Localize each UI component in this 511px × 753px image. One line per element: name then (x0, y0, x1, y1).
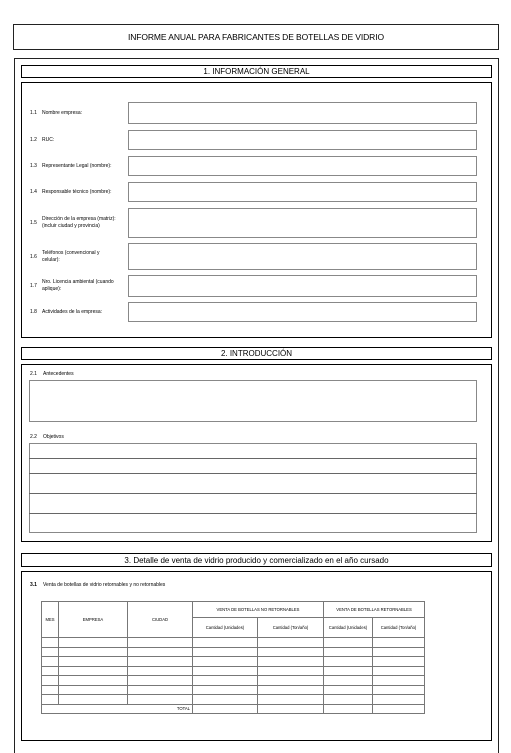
table-cell[interactable] (258, 666, 324, 676)
table-cell[interactable] (373, 638, 425, 648)
table-cell[interactable] (258, 638, 324, 648)
total-cell[interactable] (193, 704, 258, 713)
total-cell[interactable] (324, 704, 373, 713)
table-cell[interactable] (42, 666, 59, 676)
table-cell[interactable] (258, 685, 324, 695)
table-cell[interactable] (258, 657, 324, 667)
table-cell[interactable] (193, 695, 258, 705)
section-1-heading: 1. INFORMACIÓN GENERAL (21, 65, 492, 78)
table-cell[interactable] (373, 685, 425, 695)
objetivos-label: Objetivos (43, 434, 64, 440)
table-cell[interactable] (42, 647, 59, 657)
field-input[interactable] (128, 156, 477, 176)
table-cell[interactable] (324, 695, 373, 705)
field-input[interactable] (128, 275, 477, 297)
sub-ton-header: Cantidad (Ton/año) (258, 618, 324, 638)
table-cell[interactable] (59, 676, 128, 686)
table-row (42, 666, 425, 676)
table-cell[interactable] (193, 676, 258, 686)
table-cell[interactable] (59, 685, 128, 695)
table-cell[interactable] (42, 676, 59, 686)
sub-ton-header: Cantidad (Ton/año) (373, 618, 425, 638)
table-cell[interactable] (128, 676, 193, 686)
objetivos-line (29, 513, 477, 514)
table-cell[interactable] (59, 695, 128, 705)
table-cell[interactable] (373, 666, 425, 676)
col-ciudad-header: CIUDAD (128, 602, 193, 638)
table-cell[interactable] (128, 657, 193, 667)
field-label: Responsable técnico (nombre): (42, 188, 112, 195)
table-cell[interactable] (128, 666, 193, 676)
table-cell[interactable] (258, 676, 324, 686)
table-row (42, 676, 425, 686)
total-cell[interactable] (373, 704, 425, 713)
table-cell[interactable] (373, 647, 425, 657)
report-title: INFORME ANUAL PARA FABRICANTES DE BOTELLAS DE VIDRIO (13, 24, 499, 50)
sub-unidades-header: Cantidad (Unidades) (324, 618, 373, 638)
table-cell[interactable] (373, 657, 425, 667)
table-row (42, 657, 425, 667)
table-cell[interactable] (324, 638, 373, 648)
table-cell[interactable] (324, 647, 373, 657)
field-label: Representante Legal (nombre): (42, 162, 112, 169)
antecedentes-label: Antecedentes (43, 371, 74, 377)
table-cell[interactable] (373, 676, 425, 686)
total-cell[interactable] (258, 704, 324, 713)
field-input[interactable] (128, 102, 477, 124)
table-row (42, 638, 425, 648)
table-cell[interactable] (128, 647, 193, 657)
table-cell[interactable] (59, 666, 128, 676)
field-input[interactable] (128, 302, 477, 322)
table-cell[interactable] (193, 685, 258, 695)
table-cell[interactable] (193, 638, 258, 648)
table-row (42, 647, 425, 657)
field-label: Dirección de la empresa (matriz): (incluir ciudad y provincia) (42, 216, 116, 229)
field-number: 1.8 (30, 309, 37, 315)
antecedentes-textarea[interactable] (29, 380, 477, 422)
objetivos-line (29, 493, 477, 494)
col-empresa-header: EMPRESA (59, 602, 128, 638)
ventas-label: Venta de botellas de vidrio retornables y no retornables (43, 582, 166, 588)
field-label: Nro. Licencia ambiental (cuando aplique): (42, 279, 114, 292)
table-cell[interactable] (128, 695, 193, 705)
field-label: Teléfonos (convencional y celular): (42, 249, 100, 263)
col-mes-header: MES (42, 602, 59, 638)
table-cell[interactable] (324, 685, 373, 695)
table-cell[interactable] (193, 647, 258, 657)
ventas-number: 3.1 (30, 582, 37, 588)
field-input[interactable] (128, 243, 477, 270)
table-cell[interactable] (193, 657, 258, 667)
table-cell[interactable] (42, 638, 59, 648)
table-cell[interactable] (258, 695, 324, 705)
field-number: 1.5 (30, 220, 37, 226)
field-label: Nombre empresa: (42, 109, 83, 116)
table-cell[interactable] (128, 685, 193, 695)
group-no-retornables-header: VENTA DE BOTELLAS NO RETORNABLES (193, 602, 324, 618)
section-3-heading: 3. Detalle de venta de vidrio producido y comercializado en el año cursado (21, 553, 492, 567)
field-number: 1.6 (30, 253, 37, 260)
field-number: 1.2 (30, 137, 37, 143)
field-number: 1.3 (30, 163, 37, 169)
table-cell[interactable] (42, 695, 59, 705)
table-cell[interactable] (59, 657, 128, 667)
table-cell[interactable] (42, 685, 59, 695)
table-cell[interactable] (324, 657, 373, 667)
objetivos-number: 2.2 (30, 434, 37, 440)
table-row (42, 685, 425, 695)
table-cell[interactable] (193, 666, 258, 676)
field-number: 1.7 (30, 283, 37, 289)
field-label: RUC: (42, 136, 55, 143)
table-cell[interactable] (258, 647, 324, 657)
objetivos-line (29, 473, 477, 474)
objetivos-textarea[interactable] (29, 443, 477, 533)
section-2-heading: 2. INTRODUCCIÓN (21, 347, 492, 360)
table-cell[interactable] (59, 638, 128, 648)
sales-table (41, 601, 425, 714)
table-cell[interactable] (324, 676, 373, 686)
field-number: 1.1 (30, 110, 37, 116)
table-cell[interactable] (42, 657, 59, 667)
table-cell[interactable] (128, 638, 193, 648)
sub-unidades-header: Cantidad (Unidades) (193, 618, 258, 638)
group-retornables-header: VENTA DE BOTELLAS RETORNABLES (324, 602, 425, 618)
field-input[interactable] (128, 208, 477, 238)
objetivos-line (29, 458, 477, 459)
table-cell[interactable] (324, 666, 373, 676)
table-cell[interactable] (59, 647, 128, 657)
field-input[interactable] (128, 182, 477, 202)
field-label: Actividades de la empresa: (42, 308, 103, 315)
total-label: TOTAL (42, 704, 193, 713)
field-input[interactable] (128, 130, 477, 150)
table-row (42, 695, 425, 705)
field-number: 1.4 (30, 189, 37, 195)
antecedentes-number: 2.1 (30, 371, 37, 377)
table-cell[interactable] (373, 695, 425, 705)
